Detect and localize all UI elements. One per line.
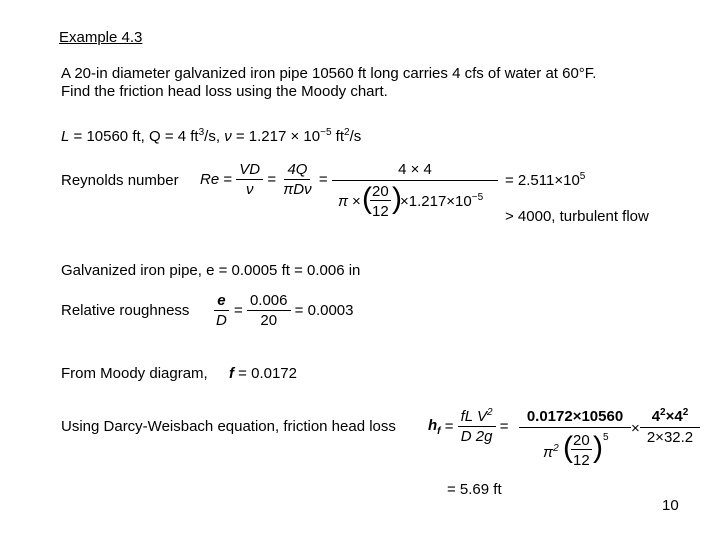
hf-symbol: h (428, 416, 438, 434)
darcy-numerator: 0.0172×10560 (526, 408, 624, 425)
twelve: 12 (372, 203, 389, 220)
darcy-denominator: $\pi^2$ ( 20 12 ) 5 (543, 431, 609, 469)
d2g: D 2g (460, 428, 493, 445)
exp-neg5: −5 (320, 127, 332, 138)
given-values (61, 128, 361, 145)
nu-coefficient: $\times 1.217\times 10^{-5}$ (400, 192, 484, 210)
times: × (352, 193, 361, 210)
darcy-result: = 5.69 ft (447, 481, 502, 498)
flv-over-d2g (458, 408, 496, 445)
turbulent-flow-note: > 4000, turbulent flow (505, 208, 649, 225)
pi: π (543, 444, 554, 461)
e-over-d (213, 292, 230, 329)
problem-line-2: Find the friction head loss using the Moody chart. (61, 83, 388, 100)
re-symbol: Re (200, 171, 220, 188)
galvanized-roughness: Galvanized iron pipe, e = 0.0005 ft = 0.006 in (61, 262, 361, 279)
vd: VD (236, 161, 263, 180)
length-value: = 10560 ft, Q = 4 ft (69, 128, 199, 145)
viscosity-value: = 1.217 × 10 (231, 128, 321, 145)
roughness-result: = 0.0003 (294, 302, 354, 319)
flv: fL $V^2$ (458, 408, 496, 427)
problem-line-1: A 20-in diameter galvanized iron pipe 10560 ft long carries 4 cfs of water at 60°F. (61, 65, 597, 82)
darcy-third-den: 2×32.2 (646, 429, 694, 446)
exp-2: 2 (344, 127, 350, 138)
viscosity-unit-end: /s (349, 128, 362, 145)
friction-value: = 0.0172 (238, 365, 297, 382)
reynolds-label: Reynolds number (61, 172, 179, 189)
d-symbol: D (216, 312, 227, 329)
e-symbol: e (214, 292, 228, 311)
darcy-label: Using Darcy-Weisbach equation, friction head loss (61, 418, 396, 435)
darcy-numeric-fraction (519, 408, 631, 428)
fourq: 4Q (284, 161, 310, 180)
example-title: Example 4.3 (59, 29, 143, 46)
length-symbol: L (61, 128, 70, 145)
relative-roughness-label: Relative roughness (61, 302, 190, 319)
nu: ν (245, 181, 254, 198)
reynolds-result: = $2.511\times 10^5$ (505, 171, 586, 189)
roughness-den: 20 (260, 312, 278, 329)
exp-3: 3 (198, 127, 205, 138)
pi-exp: 2 (553, 443, 559, 454)
darcy-third-fraction (640, 408, 700, 447)
twenty: 20 (573, 432, 590, 449)
4q-over-pidnu (280, 161, 314, 198)
reynolds-numeric-fraction (332, 161, 498, 181)
flow-unit: /s, (204, 128, 225, 145)
pidnu: πDν (283, 181, 312, 198)
roughness-num: 0.006 (247, 292, 291, 311)
reynolds-equation: Re = $\frac{VD}{\nu}$ = $\frac{4Q}{\text{πDν}}$ = (200, 161, 328, 198)
roughness-fraction (247, 292, 291, 329)
pi: π (338, 193, 349, 210)
viscosity-unit: ft (331, 128, 345, 145)
friction-factor (229, 365, 297, 382)
viscosity-symbol: ν (224, 128, 232, 145)
darcy-equation-lhs: $h_f$ = $\frac{fL V^2}{D 2g}$ = (428, 407, 509, 445)
moody-label: From Moody diagram, (61, 365, 208, 382)
hf-sub: f (437, 425, 441, 437)
relative-roughness-equation: $\frac{e}{D}$ = $\frac{0.006}{20}$ = 0.0003 (213, 292, 353, 329)
vd-over-nu (236, 161, 263, 198)
darcy-third-num: $4^2\times 4^2$ (651, 407, 689, 425)
twelve: 12 (573, 452, 590, 469)
reynolds-numerator: 4 × 4 (398, 161, 432, 178)
twenty: 20 (372, 183, 389, 200)
page-number: 10 (662, 497, 679, 514)
f-symbol: f (229, 365, 234, 382)
times-sign: × (631, 420, 640, 437)
